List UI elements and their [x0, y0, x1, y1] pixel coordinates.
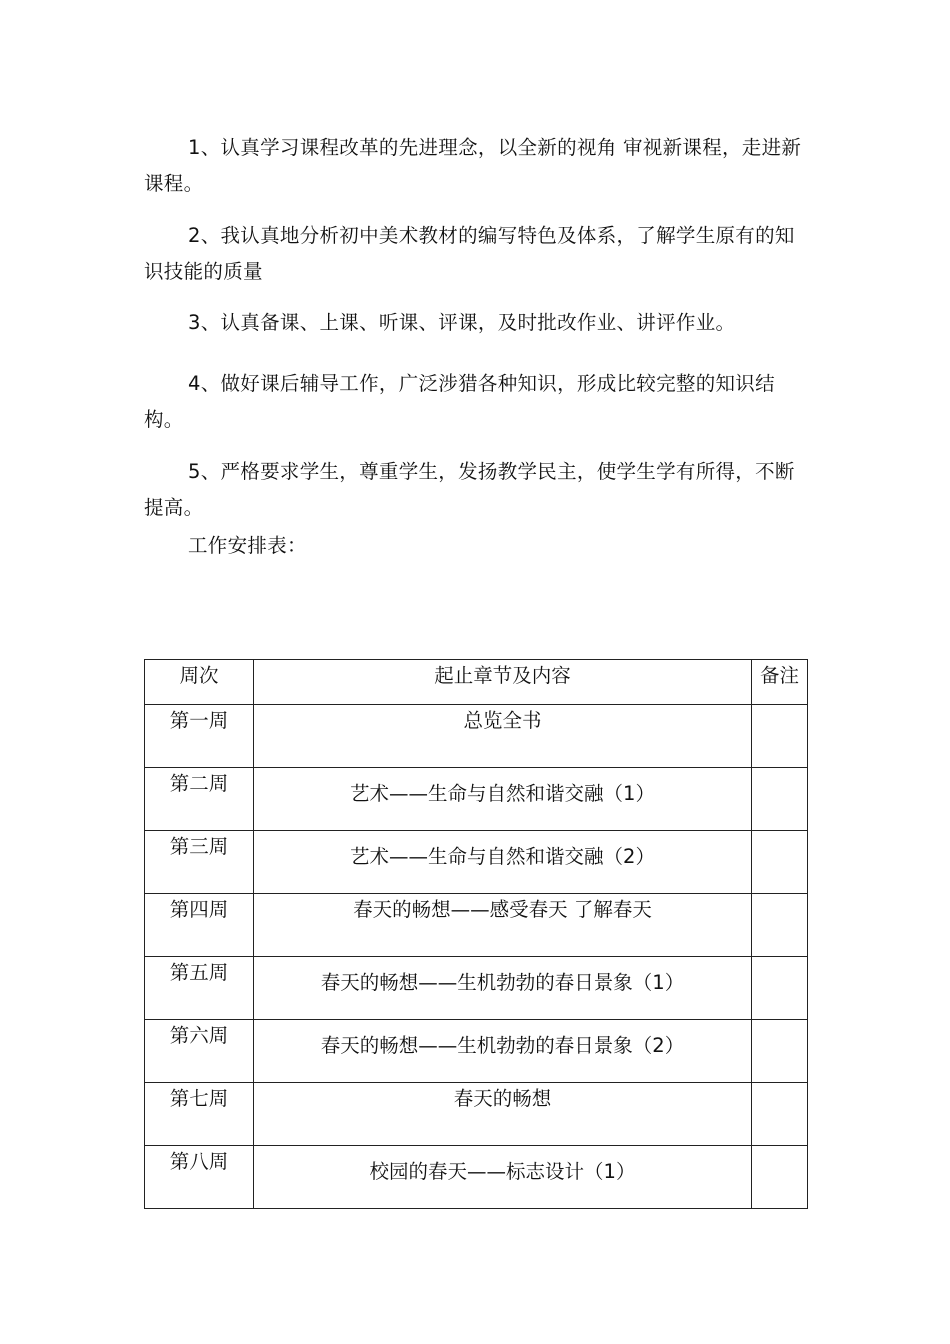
content-cell: 春天的畅想——生机勃勃的春日景象（2） [254, 1020, 752, 1083]
table-row [145, 831, 808, 894]
table-row [145, 1020, 808, 1083]
paragraph-4: 4、做好课后辅导工作，广泛涉猎各种知识，形成比较完整的知识结构。 [144, 372, 775, 431]
content-cell: 艺术——生命与自然和谐交融（2） [254, 831, 752, 894]
note-cell [752, 1020, 808, 1083]
content-cell: 春天的畅想——感受春天 了解春天 [254, 894, 752, 957]
week-cell: 第七周 [145, 1083, 254, 1146]
content-cell: 校园的春天——标志设计（1） [254, 1146, 752, 1209]
content-cell: 春天的畅想——生机勃勃的春日景象（1） [254, 957, 752, 1020]
header-note: 备注 [752, 660, 808, 705]
week-cell: 第六周 [145, 1020, 254, 1083]
note-cell [752, 705, 808, 768]
paragraph-2: 2、我认真地分析初中美术教材的编写特色及体系，了解学生原有的知识技能的质量 [144, 224, 795, 283]
note-cell [752, 1083, 808, 1146]
week-cell: 第五周 [145, 957, 254, 1020]
table-row [145, 768, 808, 831]
table-row [145, 1083, 808, 1146]
content-cell: 春天的畅想 [254, 1083, 752, 1146]
table-row [145, 894, 808, 957]
note-cell [752, 894, 808, 957]
header-content: 起止章节及内容 [254, 660, 752, 705]
paragraph-3: 3、认真备课、上课、听课、评课，及时批改作业、讲评作业。 [188, 311, 736, 334]
schedule-table [144, 659, 808, 1209]
table-row [145, 1146, 808, 1209]
note-cell [752, 768, 808, 831]
paragraph-5: 5、严格要求学生，尊重学生，发扬教学民主，使学生学有所得，不断提高。 [144, 460, 795, 519]
table-row [145, 957, 808, 1020]
table-row [145, 705, 808, 768]
week-cell: 第八周 [145, 1146, 254, 1209]
note-cell [752, 1146, 808, 1209]
week-cell: 第三周 [145, 831, 254, 894]
paragraph-1: 1、认真学习课程改革的先进理念，以全新的视角 审视新课程，走进新课程。 [144, 136, 802, 195]
content-cell: 总览全书 [254, 705, 752, 768]
note-cell [752, 957, 808, 1020]
week-cell: 第一周 [145, 705, 254, 768]
week-cell: 第四周 [145, 894, 254, 957]
schedule-heading: 工作安排表： [188, 534, 307, 557]
table-header-row [145, 660, 808, 705]
note-cell [752, 831, 808, 894]
content-cell: 艺术——生命与自然和谐交融（1） [254, 768, 752, 831]
week-cell: 第二周 [145, 768, 254, 831]
header-week: 周次 [145, 660, 254, 705]
